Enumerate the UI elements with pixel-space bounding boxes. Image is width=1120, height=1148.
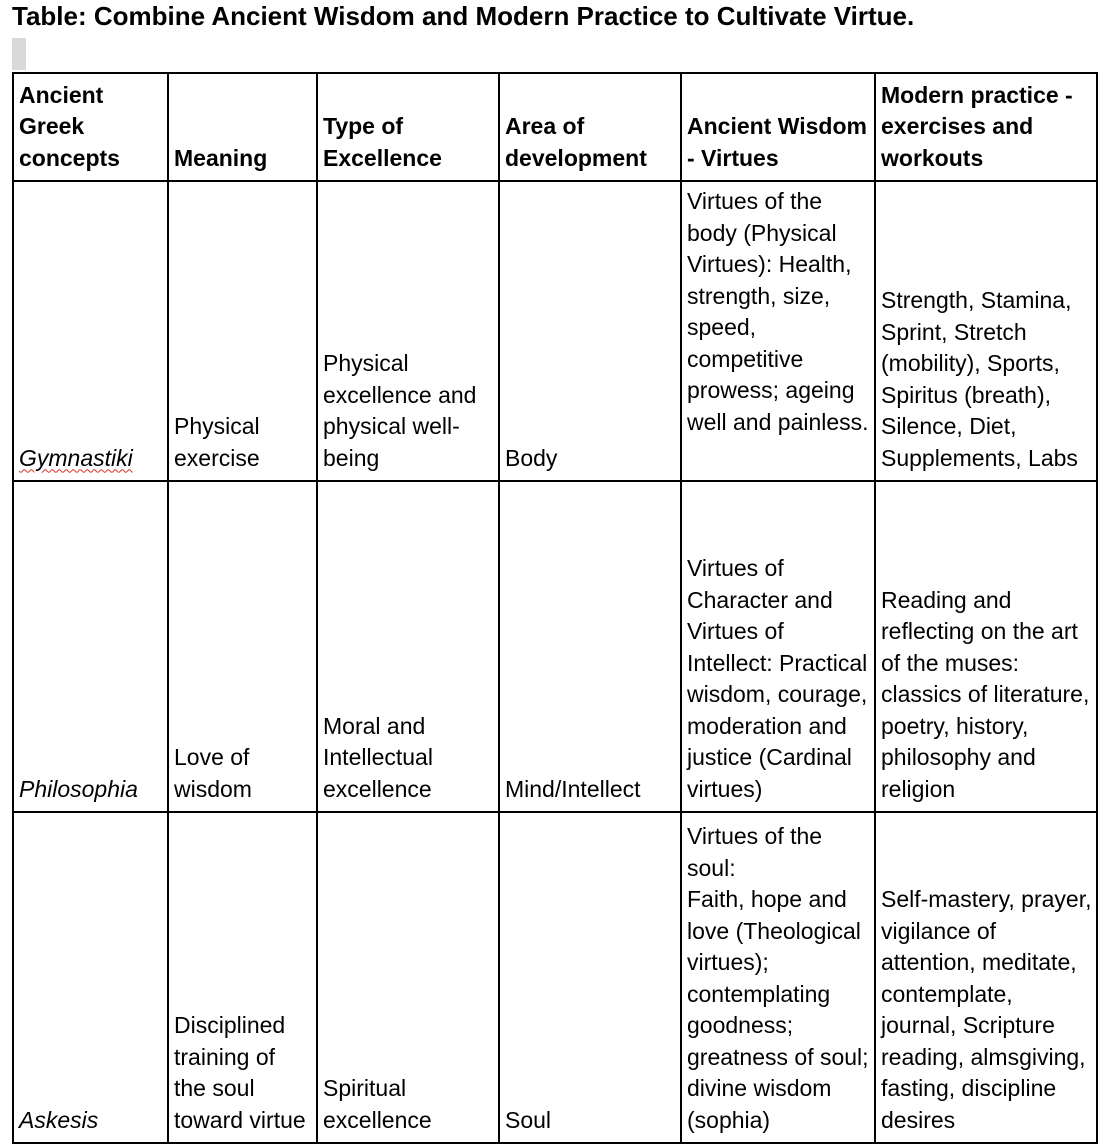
concept-cell <box>13 481 168 812</box>
practice-cell: Strength, Stamina, Sprint, Stretch (mobility), Sports, Spiritus (breath), Silence, Diet, Supplements, Labs <box>875 181 1097 481</box>
header-practice: Modern practice - exercises and workouts <box>875 73 1097 181</box>
meaning-cell: Disciplined training of the soul toward virtue <box>168 812 317 1143</box>
concept-philosophia: Philosophia <box>19 775 138 802</box>
virtues-cell: Virtues of Character and Virtues of Intellect: Practical wisdom, courage, moderation and justice (Cardinal virtues) <box>681 481 875 812</box>
table-header-row <box>13 73 1097 181</box>
meaning-cell: Physical exercise <box>168 181 317 481</box>
virtues-text: Faith, hope and love (Theological virtues); contemplating goodness; greatness of soul; divine wisdom (sophia) <box>687 886 869 1133</box>
table-row <box>13 812 1097 1143</box>
excellence-cell: Spiritual excellence <box>317 812 499 1143</box>
concept-gymnastiki: Gymnastiki <box>19 444 133 471</box>
area-cell: Body <box>499 181 681 481</box>
virtues-cell <box>681 812 875 1143</box>
area-cell: Soul <box>499 812 681 1143</box>
virtues-cell: Virtues of the body (Physical Virtues): Health, strength, size, speed, competitive prowess; ageing well and painless. <box>681 181 875 481</box>
table-row <box>13 481 1097 812</box>
concept-cell <box>13 181 168 481</box>
header-meaning: Meaning <box>168 73 317 181</box>
excellence-cell: Physical excellence and physical well-being <box>317 181 499 481</box>
practice-cell: Self-mastery, prayer, vigilance of attention, meditate, contemplate, journal, Scripture reading, almsgiving, fasting, discipline desires <box>875 812 1097 1143</box>
header-area: Area of development <box>499 73 681 181</box>
concept-cell <box>13 812 168 1143</box>
meaning-cell: Love of wisdom <box>168 481 317 812</box>
excellence-cell: Moral and Intellectual excellence <box>317 481 499 812</box>
practice-cell: Reading and reflecting on the art of the muses: classics of literature, poetry, history, philosophy and religion <box>875 481 1097 812</box>
header-excellence: Type of Excellence <box>317 73 499 181</box>
header-virtues: Ancient Wisdom - Virtues <box>681 73 875 181</box>
table-row <box>13 181 1097 481</box>
header-concepts: Ancient Greek concepts <box>13 73 168 181</box>
document-title: Table: Combine Ancient Wisdom and Modern Practice to Cultivate Virtue. <box>12 1 915 31</box>
text-cursor-block <box>12 38 26 70</box>
area-cell: Mind/Intellect <box>499 481 681 812</box>
virtue-table <box>12 72 1098 1144</box>
virtues-intro: Virtues of the soul: <box>687 823 823 881</box>
concept-askesis: Askesis <box>19 1106 99 1133</box>
